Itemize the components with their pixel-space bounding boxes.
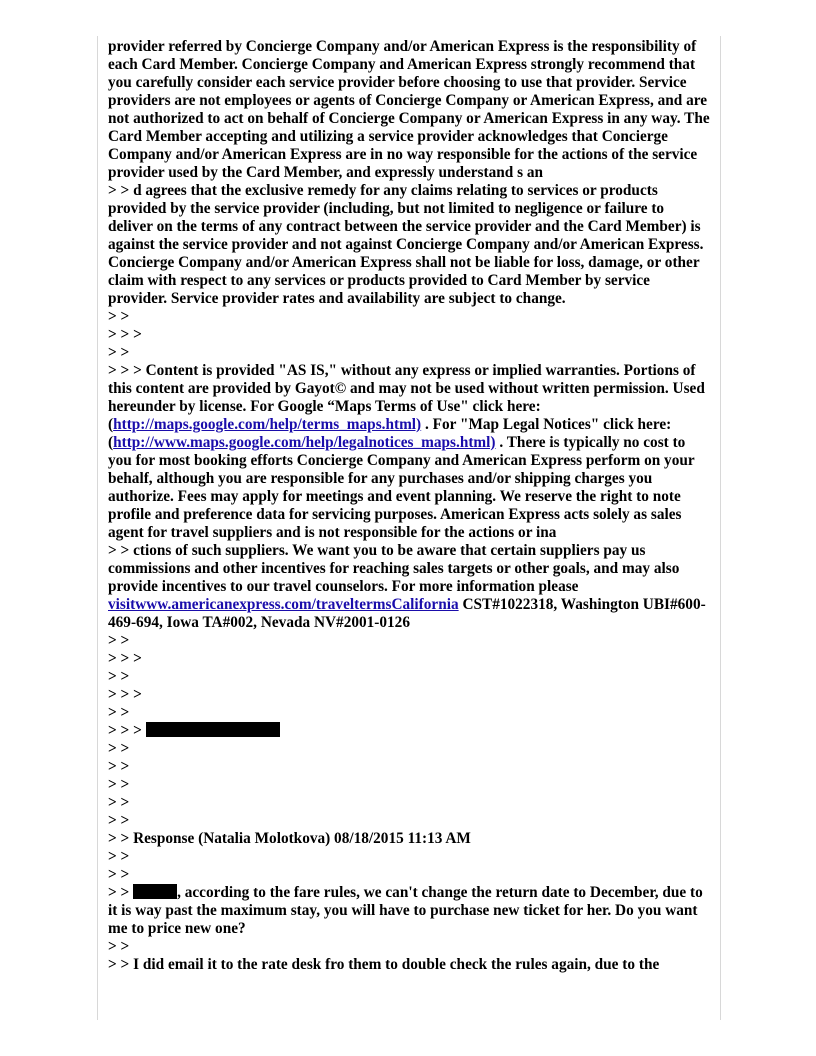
redaction-block [133,884,177,899]
suppliers-paragraph [108,542,710,632]
travel-terms-link[interactable]: visitwww.americanexpress.com/traveltermsCalifornia [108,596,459,613]
quote-marker: > > [108,938,130,955]
quote-marker: > > [108,848,130,865]
disclaimer-paragraph-1: provider referred by Concierge Company and/or American Express is the responsibility of each Card Member. Concierge Company and American Express strongly recommend that you carefully consider each service provider before choosing to use that provider. Service providers are not employees or agents of Concierge Company or American Express, and are not authorized to act on behalf of Concierge Company or American Express in any way. The Card Member accepting and utilizing a service provider acknowledges that Concierge Company and/or American Express are in no way responsible for the actions of the service provider used by the Card Member, and expressly understand s an [108,38,710,181]
quote-marker: > > > [108,326,142,343]
quote-marker: > > [108,308,130,325]
quote-marker: > > [108,344,130,361]
quote-marker: > > > [108,650,142,667]
quote-marker: > > [108,704,130,721]
redacted-line [108,722,710,740]
quote-marker: > > [108,668,130,685]
content-intro-text: > > > Content is provided "AS IS," without any express or implied warranties. Portions of this content are provided by Gayot© and may not be used without written permission. Used hereunder by license. For Google “Maps Terms of Use" click here: ( [108,362,705,433]
quote-marker: > > [108,758,130,775]
response-header: > > Response (Natalia Molotkova) 08/18/2015 11:13 AM [108,830,471,847]
document-page [97,36,721,1020]
response-body-text: , according to the fare rules, we can't change the return date to December, due to it is way past the maximum stay, you will have to purchase new ticket for her. Do you want me to price new one? [108,884,703,937]
quote-marker: > > [108,866,130,883]
quote-marker: > > [108,740,130,757]
content-mid-text: . For "Map Legal Notices" click here: ( [108,416,672,451]
disclaimer-paragraph-2: > > d agrees that the exclusive remedy for any claims relating to services or products provided by the service provider (including, but not limited to negligence or failure to deliver on the terms of any contract between the service provider and the Card Member) is against the service provider and not against Concierge Company and/or American Express. Concierge Company and/or American Express shall not be liable for loss, damage, or other claim with respect to any services or products provided to Card Member by service provider. Service provider rates and availability are subject to change. [108,182,704,307]
maps-terms-link[interactable]: http://maps.google.com/help/terms_maps.html) [113,416,422,433]
quote-marker: > > [108,794,130,811]
email-body [108,38,710,974]
legal-notices-link[interactable]: http://www.maps.google.com/help/legalnotices_maps.html) [113,434,496,451]
quote-marker: > > [108,632,130,649]
quote-marker: > > [108,884,134,901]
quote-marker: > > [108,812,130,829]
suppliers-text: > > ctions of such suppliers. We want you to be aware that certain suppliers pay us commissions and other incentives for reaching sales targets or other goals, and may also provide incentives to our travel counselors. For more information please [108,542,680,595]
response-paragraph [108,884,710,938]
quote-marker: > > > [108,686,142,703]
rate-desk-paragraph: > > I did email it to the rate desk fro them to double check the rules again, due to the [108,956,660,973]
redaction-block [146,722,280,737]
quote-marker: > > > [108,722,146,739]
registration-text: CST#1022318, Washington UBI#600-469-694, Iowa TA#002, Nevada NV#2001-0126 [108,596,706,631]
quote-marker: > > [108,776,130,793]
content-rest-text: . There is typically no cost to you for most booking efforts Concierge Company and American Express perform on your behalf, although you are responsible for any purchases and/or shipping charges you authorize. Fees may apply for meetings and event planning. We reserve the right to note profile and preference data for servicing purposes. American Express acts solely as sales agent for travel suppliers and is not responsible for the actions or ina [108,434,695,541]
content-disclaimer-paragraph [108,362,710,542]
